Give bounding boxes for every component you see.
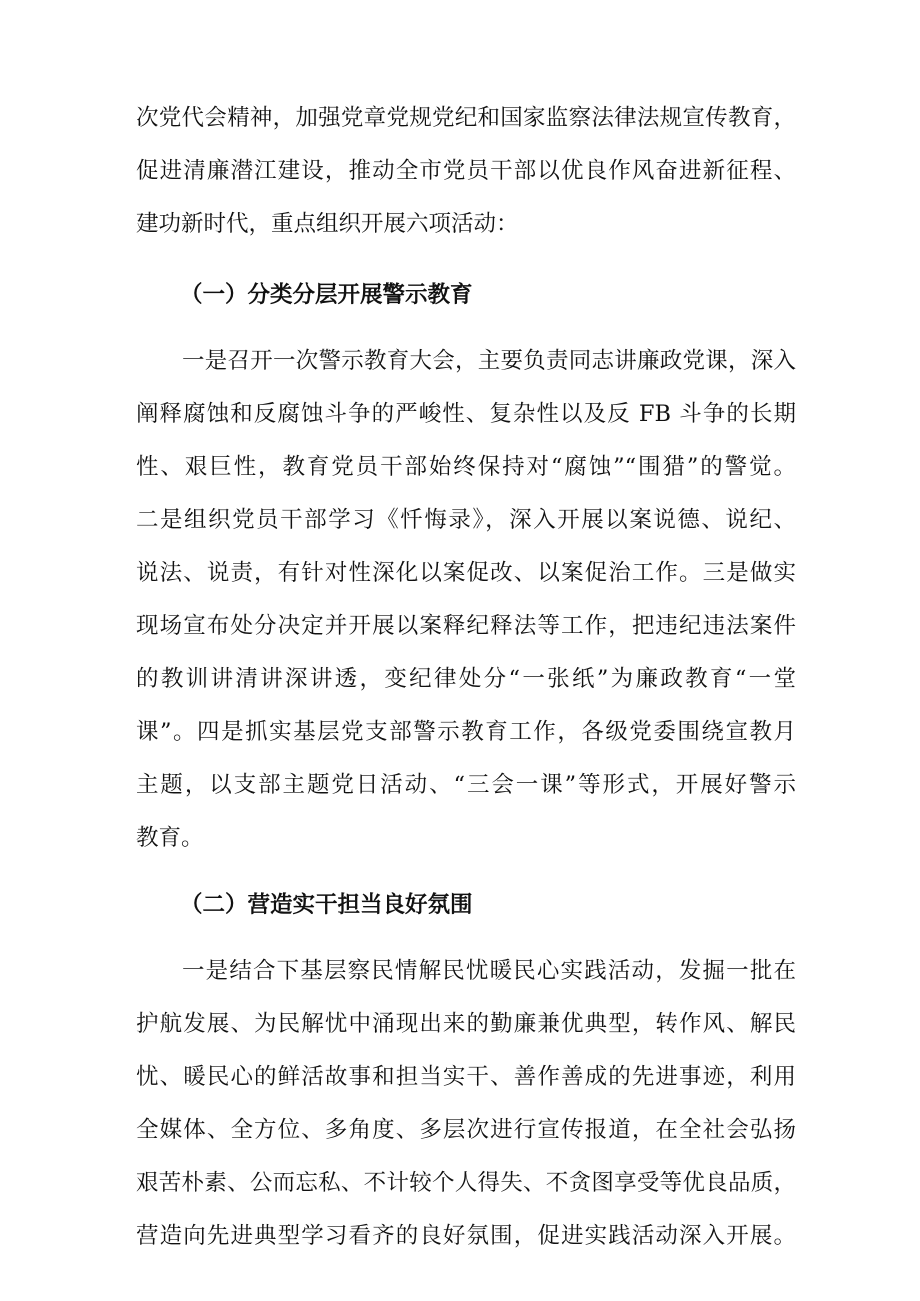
section-1-line-6: 现场宣布处分决定并开展以案释纪释法等工作，把违纪违法案件 [136,613,796,639]
section-1-line-7: 的教训讲清讲深讲透，变纪律处分“一张纸”为廉政教育“一堂 [136,666,796,692]
section-2-heading: （二）营造实干担当良好氛围 [180,892,473,918]
section-1-line-9: 主题，以支部主题党日活动、“三会一课”等形式，开展好警示 [136,772,796,798]
section-2-line-6: 营造向先进典型学习看齐的良好氛围，促进实践活动深入开展。 [136,1223,796,1249]
section-1-line-4: 二是组织党员干部学习《忏悔录》，深入开展以案说德、说纪、 [136,507,796,533]
section-1-heading: （一）分类分层开展警示教育 [180,282,473,308]
section-1-line-5: 说法、说责，有针对性深化以案促改、以案促治工作。三是做实 [136,560,796,586]
intro-line-3: 建功新时代，重点组织开展六项活动： [136,211,519,237]
section-2-line-1: 一是结合下基层察民情解民忧暖民心实践活动，发掘一批在 [182,958,796,984]
section-1-line-8: 课”。四是抓实基层党支部警示教育工作，各级党委围绕宣教月 [136,719,796,745]
section-2-line-5: 艰苦朴素、公而忘私、不计较个人得失、不贪图享受等优良品质， [136,1170,796,1196]
section-1-line-1: 一是召开一次警示教育大会，主要负责同志讲廉政党课，深入 [182,348,796,374]
section-1-line-3: 性、艰巨性，教育党员干部始终保持对“腐蚀”“围猎”的警觉。 [136,454,796,480]
section-1-line-2: 阐释腐蚀和反腐蚀斗争的严峻性、复杂性以及反 FB 斗争的长期 [136,401,796,427]
section-1-line-10: 教育。 [136,825,204,851]
section-2-line-2: 护航发展、为民解忧中涌现出来的勤廉兼优典型，转作风、解民 [136,1011,796,1037]
intro-line-1: 次党代会精神，加强党章党规党纪和国家监察法律法规宣传教育， [136,105,796,131]
section-2-line-3: 忧、暖民心的鲜活故事和担当实干、善作善成的先进事迹，利用 [136,1064,796,1090]
intro-line-2: 促进清廉潜江建设，推动全市党员干部以优良作风奋进新征程、 [136,158,796,184]
section-2-line-4: 全媒体、全方位、多角度、多层次进行宣传报道，在全社会弘扬 [136,1117,796,1143]
